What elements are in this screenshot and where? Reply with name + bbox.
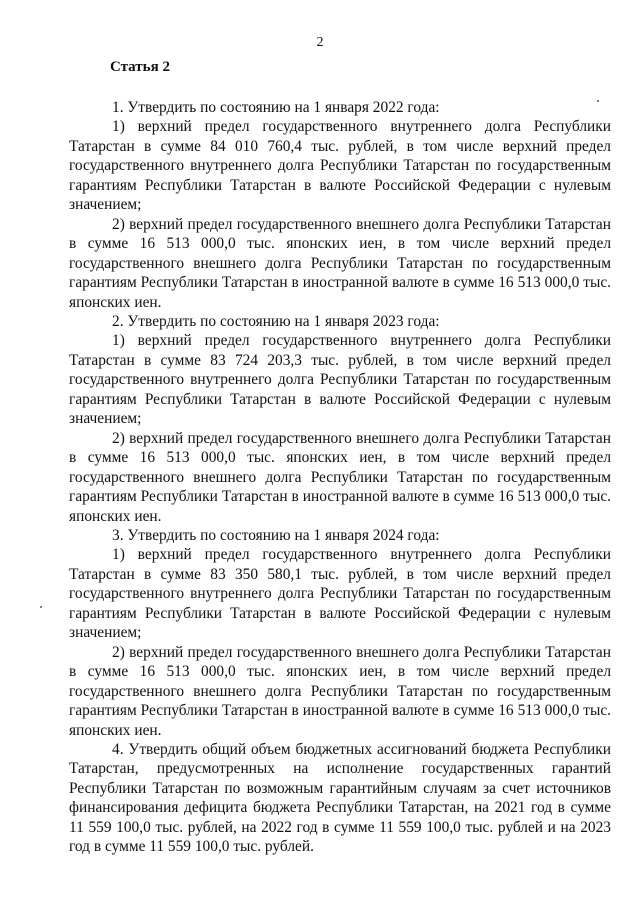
paragraph-item-1-internal-debt: 1) верхний предел государственного внутреннего долга Республики Татарстан в сумме 84 010 760,4 тыс. рублей, в том числе верхний предел государственного внутреннего долга Республики Татарстан по государственным гарантиям Республики Татарстан в валюте Российской Федерации с нулевым значением; [69,118,611,214]
scan-speck [597,100,599,102]
scan-speck [40,606,42,608]
paragraph-item-2-heading: 2. Утвердить по состоянию на 1 января 2023 года: [112,312,440,330]
paragraph-item-2-internal-debt: 1) верхний предел государственного внутреннего долга Республики Татарстан в сумме 83 724 203,3 тыс. рублей, в том числе верхний предел государственного внутреннего долга Республики Татарстан по государственным гарантиям Республики Татарстан в валюте Российской Федерации с нулевым значением; [69,332,611,428]
paragraph-item-3-internal-debt: 1) верхний предел государственного внутреннего долга Республики Татарстан в сумме 83 350 580,1 тыс. рублей, в том числе верхний предел государственного внутреннего долга Республики Татарстан по государственным гарантиям Республики Татарстан в валюте Российской Федерации с нулевым значением; [69,546,611,642]
article-body [69,98,611,857]
paragraph-item-3-external-debt: 2) верхний предел государственного внешнего долга Республики Татарстан в сумме 16 513 000,0 тыс. японских иен, в том числе верхний предел государственного внешнего долга Республики Татарстан по государственным гарантиям Республики Татарстан в иностранной валюте в сумме 16 513 000,0 тыс. японских иен. [69,643,611,739]
paragraph-item-4-guarantees: 4. Утвердить общий объем бюджетных ассигнований бюджета Республики Татарстан, предусмотренных на исполнение государственных гарантий Республики Татарстан по возможным гарантийным случаям за счет источников финансирования дефицита бюджета Республики Татарстан, на 2021 год в сумме 11 559 100,0 тыс. рублей, на 2022 год в сумме 11 559 100,0 тыс. рублей и на 2023 год в сумме 11 559 100,0 тыс. рублей. [69,740,611,856]
paragraph-item-3-heading: 3. Утвердить по состоянию на 1 января 2024 года: [112,526,440,544]
page-number: 2 [316,35,324,50]
paragraph-item-2-external-debt: 2) верхний предел государственного внешнего долга Республики Татарстан в сумме 16 513 000,0 тыс. японских иен, в том числе верхний предел государственного внешнего долга Республики Татарстан по государственным гарантиям Республики Татарстан в иностранной валюте в сумме 16 513 000,0 тыс. японских иен. [69,429,611,525]
article-heading: Статья 2 [110,59,170,75]
paragraph-item-1-external-debt: 2) верхний предел государственного внешнего долга Республики Татарстан в сумме 16 513 000,0 тыс. японских иен, в том числе верхний предел государственного внешнего долга Республики Татарстан по государственным гарантиям Республики Татарстан в иностранной валюте в сумме 16 513 000,0 тыс. японских иен. [69,215,611,311]
paragraph-item-1-heading: 1. Утвердить по состоянию на 1 января 2022 года: [112,99,440,116]
